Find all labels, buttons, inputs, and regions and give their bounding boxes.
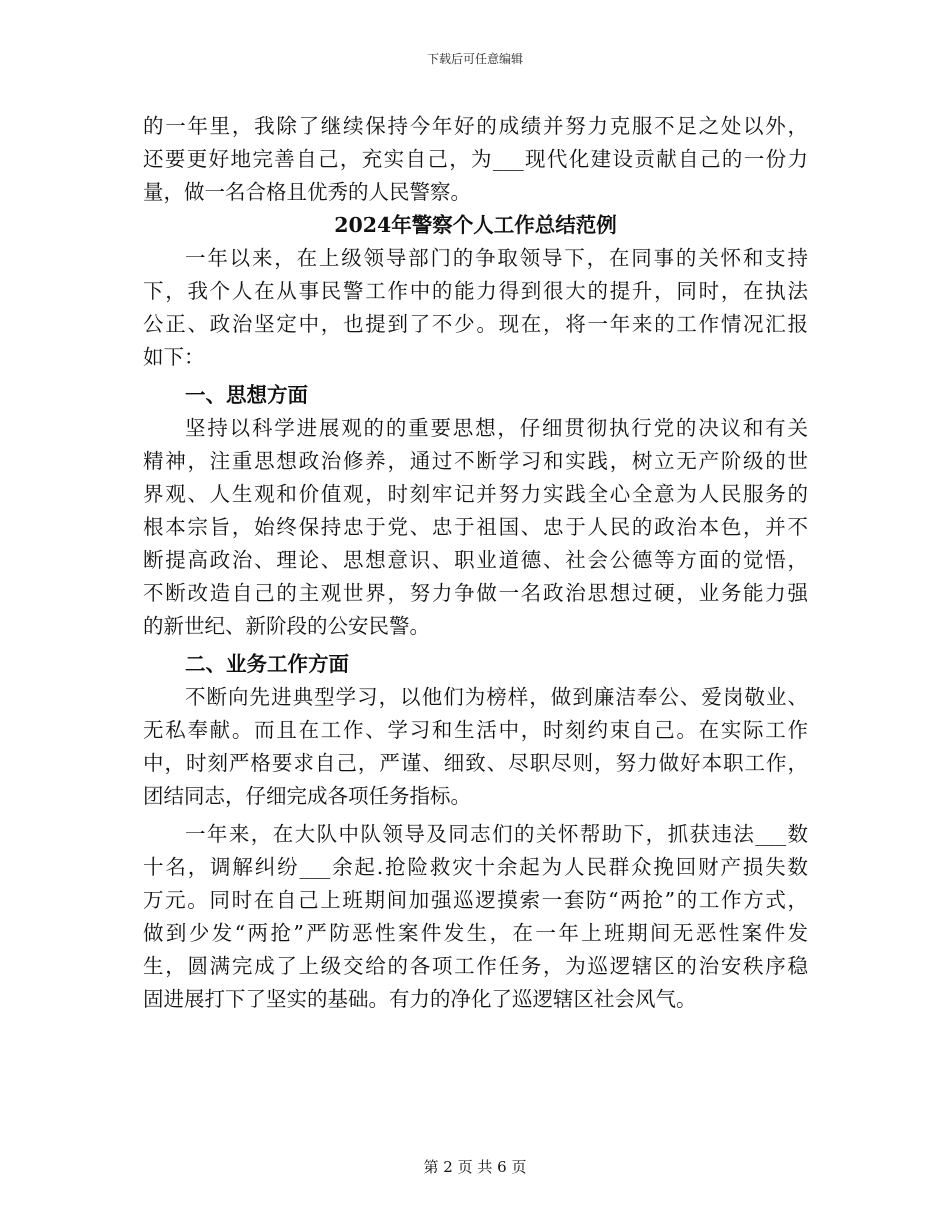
body-line: 中，时刻严格要求自己，严谨、细致、尽职尽则，努力做好本职工作， xyxy=(143,751,808,775)
document-title: 2024年警察个人工作总结范例 xyxy=(334,213,617,237)
section-heading: 二、业务工作方面 xyxy=(185,652,349,676)
body-line: 不断改造自己的主观世界，努力争做一名政治思想过硬，业务能力强 xyxy=(143,581,808,605)
body-line: 的新世纪、新阶段的公安民警。 xyxy=(143,614,430,638)
page-footer: 第 2 页 共 6 页 xyxy=(423,1158,527,1176)
body-line: 固进展打下了坚实的基础。有力的净化了巡逻辖区社会风气。 xyxy=(143,987,697,1011)
page-header: 下载后可任意编辑 xyxy=(426,52,523,66)
body-line: 根本宗旨，始终保持忠于党、忠于祖国、忠于人民的政治本色，并不 xyxy=(143,515,808,539)
document-body xyxy=(143,110,808,1016)
body-line: 一年来，在大队中队领导及同志们的关怀帮助下，抓获违法___数 xyxy=(185,822,808,846)
body-line: 精神，注重思想政治修养，通过不断学习和实践，树立无产阶级的世 xyxy=(143,449,808,473)
body-line: 界观、人生观和价值观，时刻牢记并努力实践全心全意为人民服务的 xyxy=(143,482,808,506)
body-line: 断提高政治、理论、思想意识、职业道德、社会公德等方面的觉悟， xyxy=(143,548,808,572)
body-line: 的一年里，我除了继续保持今年好的成绩并努力克服不足之处以外， xyxy=(143,114,808,138)
section-heading: 一、思想方面 xyxy=(185,383,308,407)
body-line: 如下： xyxy=(143,345,205,369)
body-line: 万元。同时在自己上班期间加强巡逻摸索一套防“两抢”的工作方式， xyxy=(143,888,808,912)
body-line: 无私奉献。而且在工作、学习和生活中，时刻约束自己。在实际工作 xyxy=(143,718,808,742)
body-line: 公正、政治坚定中，也提到了不少。现在，将一年来的工作情况汇报 xyxy=(143,312,808,336)
body-line: 坚持以科学进展观的的重要思想，仔细贯彻执行党的决议和有关 xyxy=(185,416,808,440)
body-line: 生，圆满完成了上级交给的各项工作任务，为巡逻辖区的治安秩序稳 xyxy=(143,954,808,978)
body-line: 不断向先进典型学习，以他们为榜样，做到廉洁奉公、爱岗敬业、 xyxy=(185,685,808,709)
body-line: 团结同志，仔细完成各项任务指标。 xyxy=(143,784,471,808)
body-line: 还要更好地完善自己，充实自己，为___现代化建设贡献自己的一份力 xyxy=(143,147,808,171)
body-line: 一年以来，在上级领导部门的争取领导下，在同事的关怀和支持 xyxy=(185,246,808,270)
body-line: 十名，调解纠纷___余起.抢险救灾十余起为人民群众挽回财产损失数 xyxy=(143,855,808,879)
body-line: 量，做一名合格且优秀的人民警察。 xyxy=(143,180,471,204)
body-line: 做到少发“两抢”严防恶性案件发生，在一年上班期间无恶性案件发 xyxy=(143,921,808,945)
body-line: 下，我个人在从事民警工作中的能力得到很大的提升，同时，在执法 xyxy=(143,279,808,303)
